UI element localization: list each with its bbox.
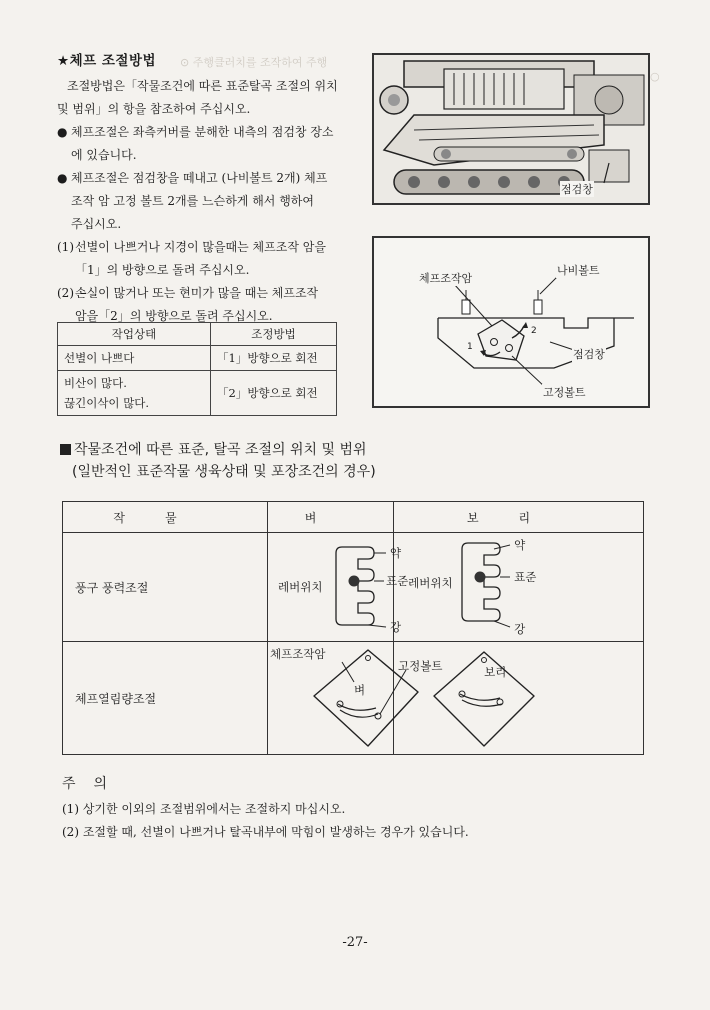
section-title: ★체프 조절방법 xyxy=(57,53,157,69)
chaff-adjustment-section xyxy=(57,50,347,328)
table-header: 벼 xyxy=(268,502,394,533)
table-header: 조정방법 xyxy=(211,323,337,346)
bullet-text: 체프조절은 점검창을 떼내고 (나비볼트 2개) 체프 xyxy=(71,171,328,185)
caution-title: 주의 xyxy=(62,776,126,792)
bullet-item xyxy=(57,167,347,190)
machine-photo xyxy=(372,53,650,205)
chaff-arm-diagram xyxy=(372,236,650,408)
item-text: 암을「2」의 방향으로 돌려 주십시오. xyxy=(75,309,273,323)
table-row xyxy=(58,371,337,416)
table-row xyxy=(63,533,644,642)
standard-label: 표준 xyxy=(386,574,409,588)
table-header: 보리 xyxy=(394,502,644,533)
table-row xyxy=(58,346,337,371)
table-cell: 「2」방향으로 회전 xyxy=(211,371,337,416)
cell-line: 끊긴이삭이 많다. xyxy=(64,396,150,410)
weak-label: 약 xyxy=(390,546,402,560)
adjustment-table xyxy=(57,322,337,416)
bleed-through-text: ⊙ 주행클러치를 조작하여 주행 xyxy=(180,56,328,69)
standard-label: 표준 xyxy=(514,570,537,584)
caution-item: (2) 조절할 때, 선별이 나쁘거나 탈곡내부에 막힘이 발생하는 경우가 있습니다. xyxy=(62,825,469,839)
strong-label: 강 xyxy=(514,622,526,636)
crop-adjustment-table xyxy=(62,501,644,755)
bullet-item xyxy=(57,190,347,213)
table-cell xyxy=(58,371,211,416)
chaff-arm-label: 체프조작암 xyxy=(270,647,326,661)
fixing-bolt-label: 고정볼트 xyxy=(398,659,443,673)
section-title: 작물조건에 따른 표준, 탈곡 조절의 위치 및 범위 xyxy=(74,442,367,458)
weak-label: 약 xyxy=(514,538,526,552)
table-cell: 선별이 나쁘다 xyxy=(58,346,211,371)
bullet-text: 에 있습니다. xyxy=(71,148,137,162)
item-number: (1) xyxy=(57,240,74,254)
bullet-item xyxy=(57,144,347,167)
intro-text: 및 범위」의 항을 참조하여 주십시오. xyxy=(57,102,251,116)
barley-fan-cell xyxy=(394,533,644,642)
bleed-through-text: ○ xyxy=(650,70,660,83)
bullet-item xyxy=(57,121,347,144)
numbered-item xyxy=(57,282,347,305)
crop-condition-section xyxy=(60,439,376,483)
numbered-item xyxy=(57,259,347,282)
row-label: 체프열림량조절 xyxy=(63,642,268,755)
section-subtitle: (일반적인 표준작물 생육상태 및 포장조건의 경우) xyxy=(72,464,376,480)
bullet-mark: ● xyxy=(57,125,68,139)
crop-label: 보리 xyxy=(484,665,507,679)
item-number: (2) xyxy=(57,286,74,300)
direction-2-mark: 2 xyxy=(531,326,537,336)
intro-text: 조절방법은「작물조건에 따른 표준탈곡 조절의 위치 xyxy=(67,79,338,93)
table-header: 작업상태 xyxy=(58,323,211,346)
numbered-item xyxy=(57,236,347,259)
caution-item: (1) 상기한 이외의 조절범위에서는 조절하지 마십시오. xyxy=(62,802,346,816)
caution-section xyxy=(62,773,469,844)
bullet-text: 조작 암 고정 볼트 2개를 느슨하게 해서 행하여 xyxy=(71,194,314,208)
bullet-text: 체프조절은 좌측커버를 분해한 내측의 점검창 장소 xyxy=(71,125,334,139)
inspection-window-label: 점검창 xyxy=(573,348,605,361)
item-text: 손실이 많거나 또는 현미가 많을 때는 체프조작 xyxy=(75,286,319,300)
row-label: 풍구 풍력조절 xyxy=(63,533,268,642)
rice-fan-cell xyxy=(268,533,409,642)
table-row xyxy=(63,642,644,755)
direction-1-mark: 1 xyxy=(467,342,473,352)
table-header: 작물 xyxy=(63,502,268,533)
chaff-arm-label: 체프조작암 xyxy=(419,272,473,285)
barley-chaff-cell xyxy=(394,642,644,755)
lever-position-label: 레버위치 xyxy=(278,580,323,594)
strong-label: 강 xyxy=(390,620,402,634)
fixing-bolt-label: 고정볼트 xyxy=(543,386,586,399)
cell-line: 비산이 많다. xyxy=(64,376,127,390)
square-bullet-icon xyxy=(60,444,71,455)
bullet-text: 주십시오. xyxy=(71,217,122,231)
inspection-window-label: 점검창 xyxy=(561,183,593,196)
butterfly-bolt-label: 나비볼트 xyxy=(557,264,600,277)
item-text: 「1」의 방향으로 돌려 주십시오. xyxy=(75,263,250,277)
crop-label: 벼 xyxy=(354,683,366,697)
table-header-row xyxy=(63,502,644,533)
bullet-item xyxy=(57,213,347,236)
item-text: 선별이 나쁘거나 지경이 많을때는 체프조작 암을 xyxy=(75,240,326,254)
chaff-plate-diagram xyxy=(394,642,589,754)
machine-illustration xyxy=(374,55,648,203)
bullet-mark: ● xyxy=(57,171,68,185)
chaff-arm-illustration xyxy=(374,238,648,406)
lever-position-label: 레버위치 xyxy=(408,576,453,590)
table-cell: 「1」방향으로 회전 xyxy=(211,346,337,371)
rice-chaff-cell xyxy=(268,642,443,755)
page-number: -27- xyxy=(342,935,368,950)
